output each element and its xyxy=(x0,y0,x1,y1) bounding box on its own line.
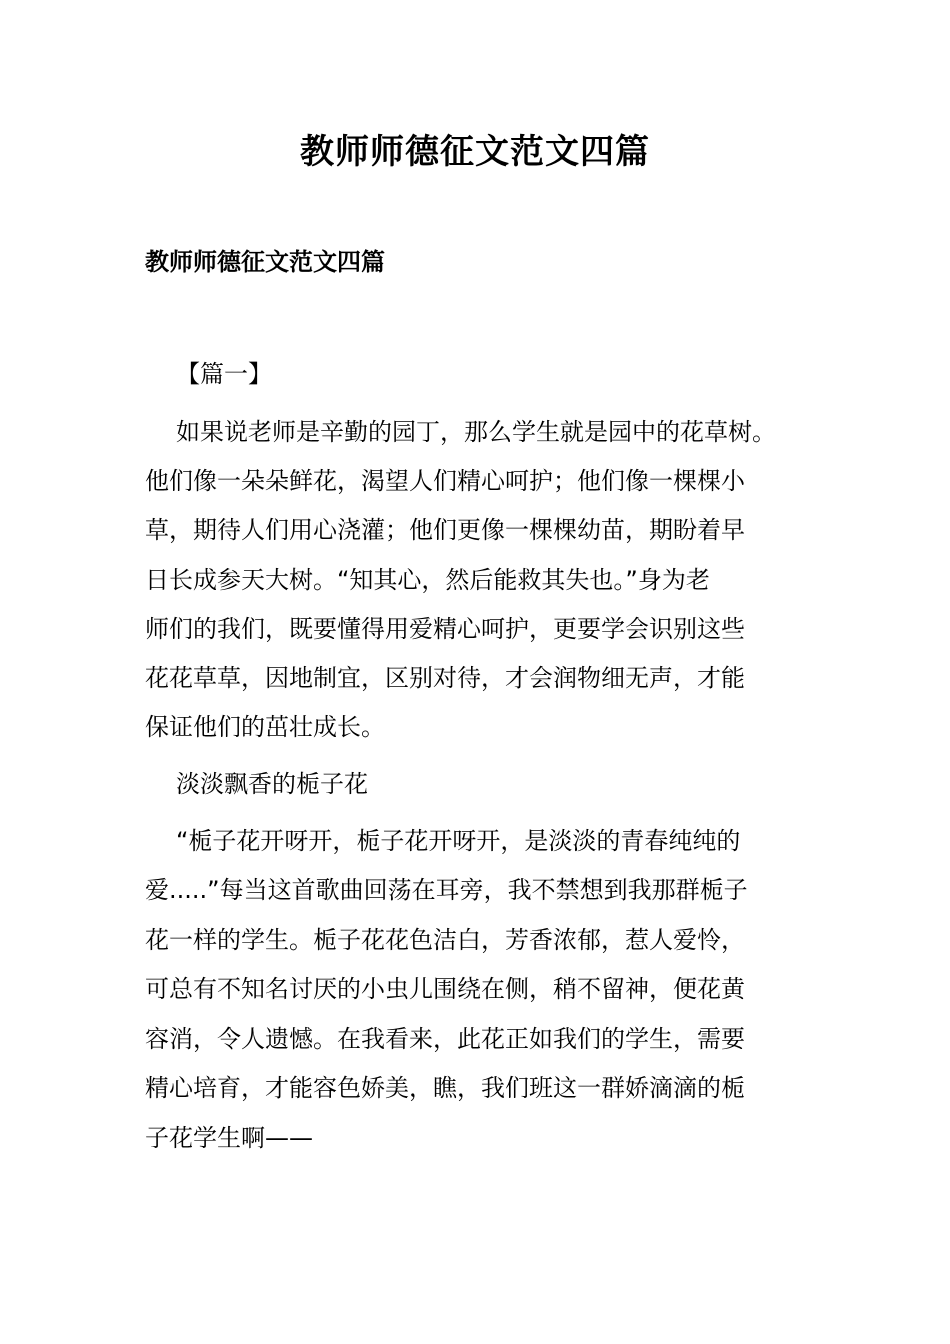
document-subtitle: 教师师德征文范文四篇 xyxy=(145,248,385,276)
paragraph-line: 容消，令人遗憾。在我看来，此花正如我们的学生，需要 xyxy=(145,1025,745,1053)
paragraph-line: 师们的我们，既要懂得用爱精心呵护，更要学会识别这些 xyxy=(145,615,745,643)
paragraph-line: 爱.....”每当这首歌曲回荡在耳旁，我不禁想到我那群栀子 xyxy=(145,876,748,904)
paragraph-line: 可总有不知名讨厌的小虫儿围绕在侧，稍不留神，便花黄 xyxy=(145,975,745,1003)
section-heading: 淡淡飘香的栀子花 xyxy=(176,770,368,798)
paragraph-line: 草，期待人们用心浇灌；他们更像一棵棵幼苗，期盼着早 xyxy=(145,516,745,544)
paragraph-line: 花一样的学生。栀子花花色洁白，芳香浓郁，惹人爱怜， xyxy=(145,926,745,954)
paragraph-line: 花花草草，因地制宜，区别对待，才会润物细无声，才能 xyxy=(145,664,745,692)
paragraph-line: “栀子花开呀开，栀子花开呀开，是淡淡的青春纯纯的 xyxy=(176,827,741,855)
paragraph-line: 精心培育，才能容色娇美，瞧，我们班这一群娇滴滴的栀 xyxy=(145,1074,745,1102)
paragraph-line: 如果说老师是辛勤的园丁，那么学生就是园中的花草树。 xyxy=(176,418,776,446)
paragraph-line: 日长成参天大树。“知其心，然后能救其失也。”身为老 xyxy=(145,566,710,594)
paragraph-line: 他们像一朵朵鲜花，渴望人们精心呵护；他们像一棵棵小 xyxy=(145,467,745,495)
section-label: 【篇一】 xyxy=(176,360,272,388)
paragraph-line: 子花学生啊—— xyxy=(145,1124,313,1152)
document-title: 教师师德征文范文四篇 xyxy=(300,132,650,172)
paragraph-line: 保证他们的茁壮成长。 xyxy=(145,713,385,741)
